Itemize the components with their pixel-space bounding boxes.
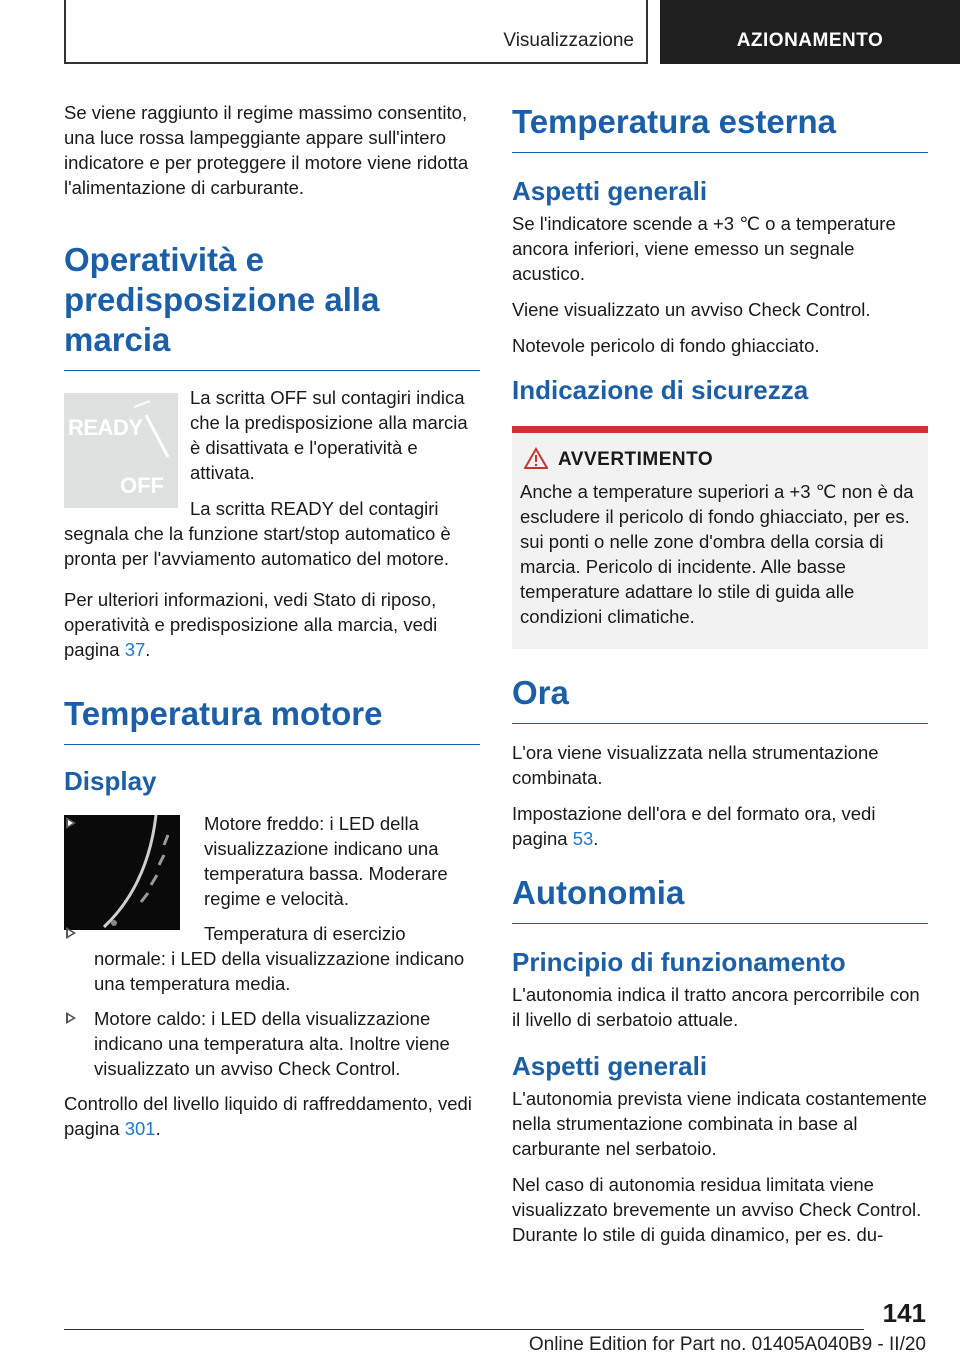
heading-aspetti-generali-1: Aspetti generali: [512, 176, 708, 206]
footer-divider: [64, 1329, 864, 1330]
list-item: Motore caldo: i LED della visualizzazione indicano una temperatura alta. Inoltre viene visualizzato un avviso Check Control.: [64, 1006, 480, 1081]
header-chapter-title: AZIONAMENTO: [736, 30, 884, 51]
autonomia-paragraph-1: L'autonomia prevista viene indicata costantemente nella strumentazione combinata in base al carburante nel serbatoio.: [512, 1088, 927, 1159]
page-link-37[interactable]: 37: [124, 639, 146, 660]
footer-edition: Online Edition for Part no. 01405A040B9 - II/20: [528, 1334, 926, 1355]
header-section-title: Visualizzazione: [503, 30, 634, 51]
intro-paragraph: Se viene raggiunto il regime massimo consentito, una luce rossa lampeggiante appare sull'intero indicatore e per proteggere il motore viene ridotta l'alimentazione di carburante.: [64, 102, 469, 198]
ready-paragraph: La scritta READY del contagiri segnala che la funzione start/stop automatico è pronta per l'avviamento automatico del motore.: [64, 498, 451, 569]
coolant-text: Controllo del livello liquido di raffreddamento, vedi pagina: [64, 1093, 472, 1139]
triangle-bullet-icon: [66, 927, 76, 939]
principio-paragraph: L'autonomia indica il tratto ancora percorribile con il livello di serbatoio attuale.: [512, 984, 920, 1030]
ready-label: READY: [68, 415, 143, 440]
ora-paragraph-2: Impostazione dell'ora e del formato ora, vedi pagina 53.: [512, 803, 876, 849]
right-column: [512, 100, 928, 1258]
heading-autonomia: Autonomia: [512, 873, 928, 924]
list-item: Temperatura di esercizio normale: i LED della visualizzazione indicano una temperatura media.: [64, 921, 480, 996]
heading-temperatura-motore: Temperatura motore: [64, 694, 480, 745]
heading-ora: Ora: [512, 673, 928, 724]
page-link-53[interactable]: 53: [572, 828, 594, 849]
warning-box: [512, 426, 928, 649]
warning-title: AVVERTIMENTO: [520, 449, 920, 471]
left-column: [64, 100, 480, 1152]
coolant-paragraph: Controllo del livello liquido di raffreddamento, vedi pagina 301.: [64, 1093, 472, 1139]
heading-principio: Principio di funzionamento: [512, 947, 846, 977]
triangle-bullet-icon: [66, 817, 76, 829]
warning-triangle-icon: [524, 447, 548, 469]
header-section-box: [64, 0, 648, 64]
page-link-301[interactable]: 301: [124, 1118, 156, 1139]
ready-off-tachometer-image: [64, 393, 178, 508]
warning-text: Anche a temperature superiori a +3 ℃ non è da escludere il pericolo di fondo ghiacciato, per es. sui ponti o nelle zone d'ombra della corsia di marcia. Pericolo di incidente. Alle basse temperature adattare lo stile di guida alle condizioni climatiche.: [520, 481, 914, 627]
temperature-bullet-list-2: [64, 1006, 480, 1081]
more-info-text: Per ulteriori informazioni, vedi Stato di riposo, operatività e predisposizione alla marcia, vedi pagina: [64, 589, 438, 660]
heading-sicurezza: Indicazione di sicurezza: [512, 375, 809, 405]
temp-paragraph-2: Viene visualizzato un avviso Check Control.: [512, 299, 871, 320]
temperature-bullet-list: [64, 811, 480, 996]
more-info-paragraph: Per ulteriori informazioni, vedi Stato di riposo, operatività e predisposizione alla marcia, vedi pagina 37.: [64, 589, 438, 660]
ora-paragraph-1: L'ora viene visualizzata nella strumentazione combinata.: [512, 742, 879, 788]
temp-paragraph-3: Notevole pericolo di fondo ghiacciato.: [512, 335, 820, 356]
display-block: [64, 811, 480, 1081]
triangle-bullet-icon: [66, 1012, 76, 1024]
off-paragraph: La scritta OFF sul contagiri indica che la predisposizione alla marcia è disattivata e l'operatività e attivata.: [190, 387, 468, 483]
heading-aspetti-generali-2: Aspetti generali: [512, 1051, 708, 1081]
temp-paragraph-1: Se l'indicatore scende a +3 ℃ o a temperature ancora inferiori, viene emesso un segnale acustico.: [512, 213, 896, 284]
heading-display: Display: [64, 766, 157, 796]
off-label: OFF: [120, 473, 164, 498]
header-chapter-tab: [660, 0, 960, 64]
list-item: Motore freddo: i LED della visualizzazione indicano una temperatura bassa. Moderare regime e velocità.: [64, 811, 480, 911]
heading-temperatura-esterna: Temperatura esterna: [512, 102, 928, 153]
heading-operativita: Operatività e predisposizione alla marcia: [64, 240, 480, 371]
tachometer-needle-icon: [64, 393, 178, 508]
autonomia-paragraph-2: Nel caso di autonomia residua limitata viene visualizzato brevemente un avviso Check Control. Durante lo stile di guida dinamico, per es. du-: [512, 1174, 922, 1245]
page-number: 141: [882, 1298, 926, 1328]
operativita-block: [64, 385, 480, 571]
